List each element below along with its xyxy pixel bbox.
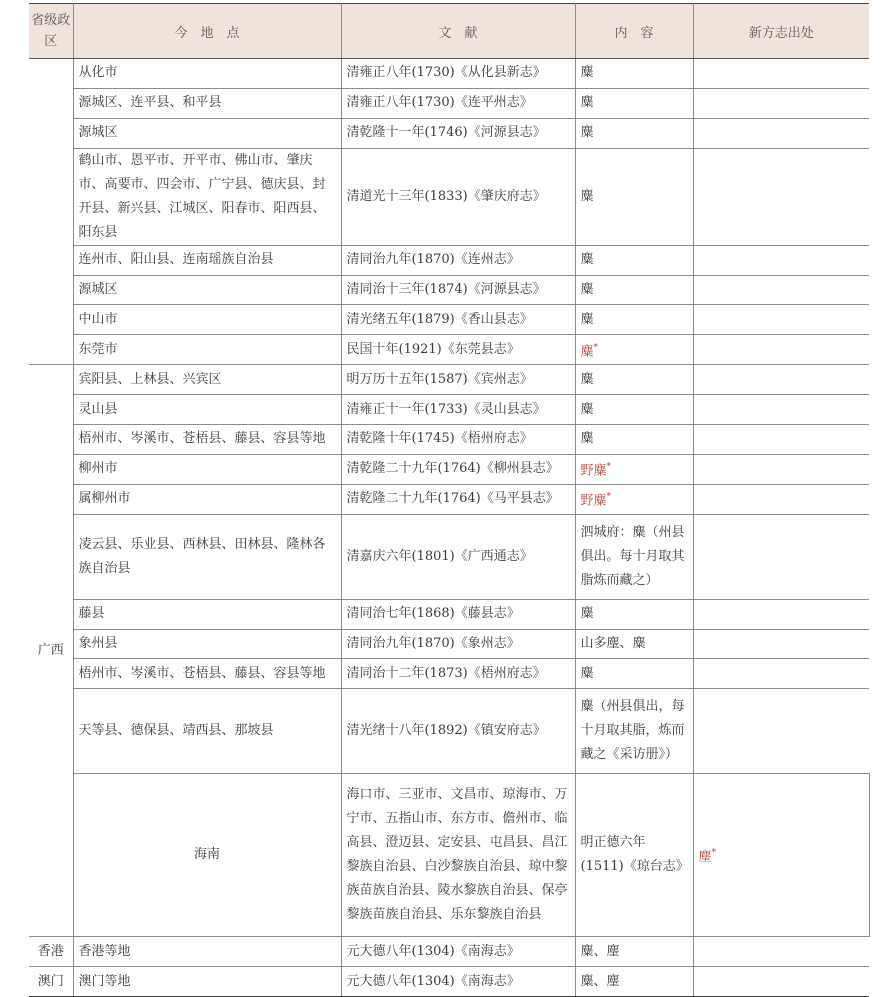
content-text: 麋 bbox=[580, 343, 594, 359]
document-cell: 清光绪五年(1879)《香山县志》 bbox=[341, 305, 575, 335]
source-cell bbox=[693, 514, 869, 599]
place-cell: 灵山县 bbox=[73, 395, 341, 425]
content-text: 野麋 bbox=[580, 463, 607, 479]
table-row bbox=[29, 148, 869, 245]
content-cell: 山多麈、麋 bbox=[575, 629, 693, 659]
table-row bbox=[29, 245, 869, 275]
content-cell: 麋 bbox=[575, 245, 693, 275]
place-cell: 香港等地 bbox=[73, 937, 341, 967]
content-cell: 麋 bbox=[575, 365, 693, 395]
document-cell: 清同治十三年(1874)《河源县志》 bbox=[341, 275, 575, 305]
source-cell bbox=[693, 425, 869, 455]
document-cell: 清雍正八年(1730)《从化县新志》 bbox=[341, 59, 575, 89]
source-cell bbox=[693, 454, 869, 484]
document-cell: 清同治十二年(1873)《梧州府志》 bbox=[341, 659, 575, 689]
content-cell: 麋 bbox=[575, 305, 693, 335]
content-cell: 麋 bbox=[575, 599, 693, 629]
content-text: 野麋 bbox=[580, 493, 607, 509]
source-cell bbox=[693, 689, 869, 774]
content-cell: 麋 bbox=[575, 395, 693, 425]
document-cell: 清乾隆二十九年(1764)《柳州县志》 bbox=[341, 454, 575, 484]
place-cell: 鹤山市、恩平市、开平市、佛山市、肇庆市、高要市、四会市、广宁县、德庆县、封开县、新兴县、江城区、阳春市、阳西县、阳东县 bbox=[73, 148, 341, 245]
place-cell: 源城区 bbox=[73, 118, 341, 148]
content-cell bbox=[575, 335, 693, 365]
source-cell bbox=[693, 245, 869, 275]
document-cell: 清道光十三年(1833)《肇庆府志》 bbox=[341, 148, 575, 245]
header-place: 今地点 bbox=[73, 4, 341, 59]
table-row bbox=[29, 305, 869, 335]
place-cell: 连州市、阳山县、连南瑶族自治县 bbox=[73, 245, 341, 275]
content-cell: 麋（州县俱出，每十月取其脂，炼而藏之《采访册》） bbox=[575, 689, 693, 774]
document-cell: 清乾隆十年(1745)《梧州府志》 bbox=[341, 425, 575, 455]
table-row bbox=[29, 629, 869, 659]
table-row bbox=[29, 454, 869, 484]
source-cell bbox=[693, 148, 869, 245]
table-row bbox=[29, 118, 869, 148]
document-cell: 清光绪十八年(1892)《镇安府志》 bbox=[341, 689, 575, 774]
table-row bbox=[29, 774, 869, 937]
table-row bbox=[29, 425, 869, 455]
footnote-mark: * bbox=[606, 462, 612, 473]
header-province: 省级政区 bbox=[29, 4, 73, 59]
content-cell: 麋 bbox=[575, 275, 693, 305]
source-cell bbox=[693, 937, 869, 967]
table-row bbox=[29, 88, 869, 118]
table-row bbox=[29, 937, 869, 967]
source-cell bbox=[693, 629, 869, 659]
header-content: 内容 bbox=[575, 4, 693, 59]
place-cell: 梧州市、岑溪市、苍梧县、藤县、容县等地 bbox=[73, 659, 341, 689]
source-cell bbox=[693, 118, 869, 148]
place-cell: 象州县 bbox=[73, 629, 341, 659]
content-cell: 麋 bbox=[575, 659, 693, 689]
fauna-records-table bbox=[29, 3, 869, 997]
header-source: 新方志出处 bbox=[693, 4, 869, 59]
place-cell: 源城区、连平县、和平县 bbox=[73, 88, 341, 118]
document-cell: 元大德八年(1304)《南海志》 bbox=[341, 937, 575, 967]
source-cell bbox=[693, 659, 869, 689]
footnote-mark: * bbox=[711, 848, 717, 859]
table-row bbox=[29, 275, 869, 305]
source-cell bbox=[693, 395, 869, 425]
content-cell bbox=[575, 454, 693, 484]
document-cell: 元大德八年(1304)《南海志》 bbox=[341, 967, 575, 997]
header-document: 文献 bbox=[341, 4, 575, 59]
content-text: 麈 bbox=[698, 849, 712, 865]
content-cell bbox=[575, 484, 693, 514]
province-cell-guangdong bbox=[29, 59, 73, 365]
place-cell: 天等县、德保县、靖西县、那坡县 bbox=[73, 689, 341, 774]
table-row bbox=[29, 395, 869, 425]
source-cell bbox=[693, 484, 869, 514]
content-cell: 麋 bbox=[575, 148, 693, 245]
province-cell-hongkong: 香港 bbox=[29, 937, 73, 967]
source-cell bbox=[693, 335, 869, 365]
table-row bbox=[29, 967, 869, 997]
footnote-mark: * bbox=[593, 342, 599, 353]
content-cell: 麋、麈 bbox=[575, 937, 693, 967]
place-cell: 藤县 bbox=[73, 599, 341, 629]
content-cell: 麋 bbox=[575, 118, 693, 148]
content-cell: 泗城府：麋（州县俱出。每十月取其脂炼而藏之） bbox=[575, 514, 693, 599]
document-cell: 清同治九年(1870)《象州志》 bbox=[341, 629, 575, 659]
document-cell: 清雍正十一年(1733)《灵山县志》 bbox=[341, 395, 575, 425]
source-cell bbox=[693, 599, 869, 629]
province-cell-macau: 澳门 bbox=[29, 967, 73, 997]
place-cell: 东莞市 bbox=[73, 335, 341, 365]
place-cell: 柳州市 bbox=[73, 454, 341, 484]
document-cell: 清乾隆二十九年(1764)《马平县志》 bbox=[341, 484, 575, 514]
province-cell-hainan: 海南 bbox=[73, 774, 341, 937]
document-cell: 清嘉庆六年(1801)《广西通志》 bbox=[341, 514, 575, 599]
table-row bbox=[29, 514, 869, 599]
document-cell: 清同治九年(1870)《连州志》 bbox=[341, 245, 575, 275]
document-cell: 民国十年(1921)《东莞县志》 bbox=[341, 335, 575, 365]
document-cell: 清同治七年(1868)《藤县志》 bbox=[341, 599, 575, 629]
table-row bbox=[29, 484, 869, 514]
place-cell: 源城区 bbox=[73, 275, 341, 305]
content-cell: 麋 bbox=[575, 88, 693, 118]
content-cell bbox=[693, 774, 869, 937]
source-cell bbox=[693, 305, 869, 335]
table-row bbox=[29, 599, 869, 629]
place-cell: 宾阳县、上林县、兴宾区 bbox=[73, 365, 341, 395]
place-cell: 中山市 bbox=[73, 305, 341, 335]
document-cell: 明万历十五年(1587)《宾州志》 bbox=[341, 365, 575, 395]
content-cell: 麋、麈 bbox=[575, 967, 693, 997]
header-row bbox=[29, 4, 869, 59]
source-cell bbox=[693, 88, 869, 118]
table-row bbox=[29, 659, 869, 689]
content-cell: 麋 bbox=[575, 59, 693, 89]
document-cell: 清乾隆十一年(1746)《河源县志》 bbox=[341, 118, 575, 148]
place-cell: 属柳州市 bbox=[73, 484, 341, 514]
document-cell: 清雍正八年(1730)《连平州志》 bbox=[341, 88, 575, 118]
table-row bbox=[29, 335, 869, 365]
source-cell bbox=[693, 275, 869, 305]
table-row bbox=[29, 365, 869, 395]
place-cell: 梧州市、岑溪市、苍梧县、藤县、容县等地 bbox=[73, 425, 341, 455]
place-cell: 澳门等地 bbox=[73, 967, 341, 997]
table-row bbox=[29, 59, 869, 89]
place-cell: 海口市、三亚市、文昌市、琼海市、万宁市、五指山市、东方市、儋州市、临高县、澄迈县、定安县、屯昌县、昌江黎族自治县、白沙黎族自治县、琼中黎族苗族自治县、陵水黎族自治县、保亭黎族苗族自治县、乐东黎族自治县 bbox=[341, 774, 575, 937]
table-row bbox=[29, 689, 869, 774]
content-cell: 麋 bbox=[575, 425, 693, 455]
source-cell bbox=[693, 365, 869, 395]
document-cell: 明正德六年(1511)《琼台志》 bbox=[575, 774, 693, 937]
place-cell: 从化市 bbox=[73, 59, 341, 89]
place-cell: 凌云县、乐业县、西林县、田林县、隆林各族自治县 bbox=[73, 514, 341, 599]
province-cell-guangxi: 广西 bbox=[29, 365, 73, 937]
source-cell bbox=[693, 967, 869, 997]
source-cell bbox=[693, 59, 869, 89]
footnote-mark: * bbox=[606, 492, 612, 503]
